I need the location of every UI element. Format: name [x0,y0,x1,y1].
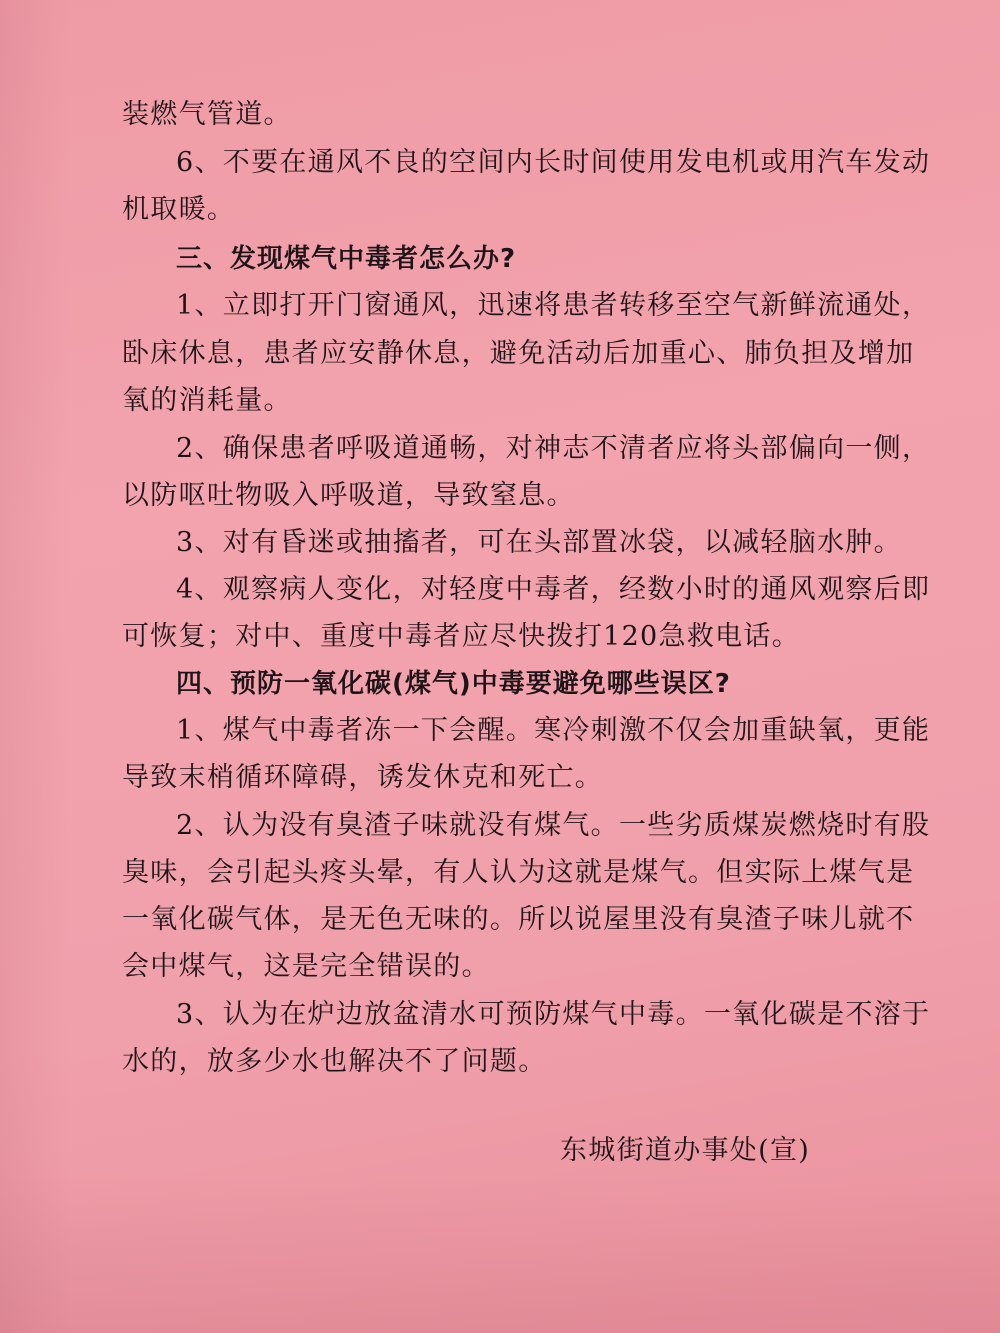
s4-item-2-line-1: 2、认为没有臭渣子味就没有煤气。一些劣质煤炭燃烧时有股 [176,810,931,841]
section-3-heading: 三、发现煤气中毒者怎么办? [176,244,517,274]
text-line-1: 装燃气管道。 [122,99,292,130]
paper-shadow-left [0,0,70,1333]
s3-item-2-line-2: 以防呕吐物吸入呼吸道，导致窒息。 [122,480,575,511]
s4-item-2-line-4: 会中煤气，这是完全错误的。 [122,951,490,982]
issuer-signature: 东城街道办事处(宣) [560,1135,811,1166]
s4-item-2-line-2: 臭味，会引起头疼头晕，有人认为这就是煤气。但实际上煤气是 [122,857,915,888]
section-4-heading: 四、预防一氧化碳(煤气)中毒要避免哪些误区? [176,669,731,699]
s4-item-1-line-1: 1、煤气中毒者冻一下会醒。寒冷刺激不仅会加重缺氧，更能 [176,715,931,746]
s4-item-1-line-2: 导致末梢循环障碍，诱发休克和死亡。 [122,762,604,793]
s3-item-1-line-3: 氧的消耗量。 [122,385,292,416]
s3-item-1-line-1: 1、立即打开门窗通风，迅速将患者转移至空气新鲜流通处， [176,290,931,321]
item-6-line-2: 机取暖。 [122,194,236,225]
paper-shadow-bottom [0,1173,1000,1333]
item-6-line-1: 6、不要在通风不良的空间内长时间使用发电机或用汽车发动 [176,147,931,178]
s4-item-3-line-1: 3、认为在炉边放盆清水可预防煤气中毒。一氧化碳是不溶于 [176,999,931,1030]
s3-item-1-line-2: 卧床休息，患者应安静休息，避免活动后加重心、肺负担及增加 [122,338,915,369]
s4-item-2-line-3: 一氧化碳气体，是无色无味的。所以说屋里没有臭渣子味儿就不 [122,904,915,935]
s3-item-3-line-1: 3、对有昏迷或抽搐者，可在头部置冰袋，以减轻脑水肿。 [176,527,902,558]
s3-item-4-line-2: 可恢复；对中、重度中毒者应尽快拨打120急救电话。 [122,621,801,652]
s3-item-4-line-1: 4、观察病人变化，对轻度中毒者，经数小时的通风观察后即 [176,574,931,605]
s3-item-2-line-1: 2、确保患者呼吸道通畅，对神志不清者应将头部偏向一侧， [176,433,931,464]
s4-item-3-line-2: 水的，放多少水也解决不了问题。 [122,1046,547,1077]
